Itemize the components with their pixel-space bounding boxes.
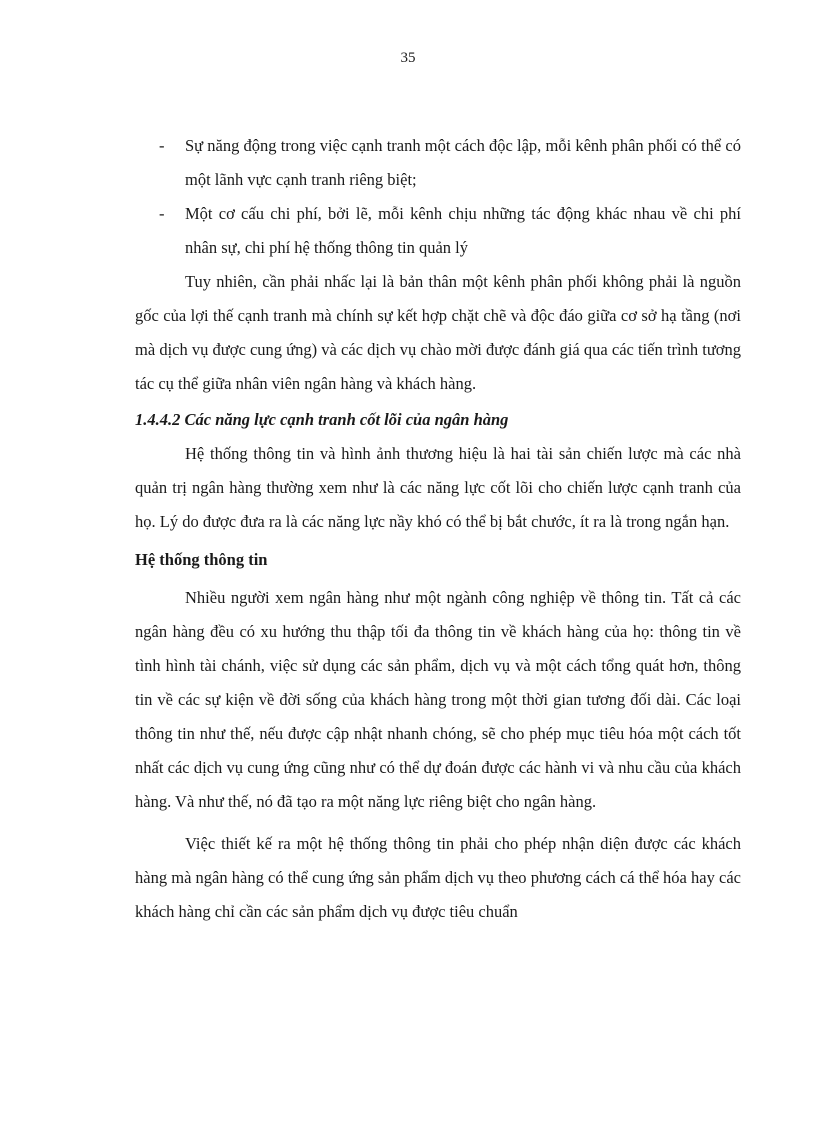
sub-heading: Hệ thống thông tin	[135, 550, 268, 569]
bullet-dash: -	[159, 204, 165, 223]
bullet-text: Một cơ cấu chi phí, bởi lẽ, mỗi kênh chịu những tác động khác nhau về chi phí nhân sự, chi phí hệ thống thông tin quản lý	[185, 204, 741, 257]
paragraph: Việc thiết kế ra một hệ thống thông tin phải cho phép nhận diện được các khách hàng mà ngân hàng có thể cung ứng sản phẩm dịch vụ theo phương cách cá thể hóa hay các khách hàng chỉ cần các sản phẩm dịch vụ được tiêu chuẩn	[135, 834, 741, 921]
bullet-item	[135, 197, 741, 265]
page-number: 35	[400, 50, 416, 66]
bullet-dash: -	[159, 136, 165, 155]
paragraph: Tuy nhiên, cần phải nhấc lại là bản thân một kênh phân phối không phải là nguồn gốc của lợi thế cạnh tranh mà chính sự kết hợp chặt chẽ và độc đáo giữa cơ sở hạ tầng (nơi mà dịch vụ được cung ứng) và các dịch vụ chào mời được đánh giá qua các tiến trình tương tác cụ thể giữa nhân viên ngân hàng và khách hàng.	[135, 272, 741, 393]
document-body	[135, 129, 741, 929]
bullet-text: Sự năng động trong việc cạnh tranh một cách độc lập, mỗi kênh phân phối có thể có một lãnh vực cạnh tranh riêng biệt;	[185, 136, 741, 189]
bullet-item	[135, 129, 741, 197]
section-heading: 1.4.4.2 Các năng lực cạnh tranh cốt lõi của ngân hàng	[135, 410, 509, 429]
paragraph: Hệ thống thông tin và hình ảnh thương hiệu là hai tài sản chiến lược mà các nhà quản trị ngân hàng thường xem như là các năng lực cốt lõi cho chiến lược cạnh tranh của họ. Lý do được đưa ra là các năng lực nầy khó có thể bị bắt chước, ít ra là trong ngắn hạn.	[135, 444, 741, 531]
paragraph: Nhiều người xem ngân hàng như một ngành công nghiệp về thông tin. Tất cả các ngân hàng đều có xu hướng thu thập tối đa thông tin về khách hàng của họ: thông tin về tình hình tài chánh, việc sử dụng các sản phẩm, dịch vụ và một cách tổng quát hơn, thông tin về các sự kiện về đời sống của khách hàng trong một thời gian tương đối dài. Các loại thông tin như thế, nếu được cập nhật nhanh chóng, sẽ cho phép mục tiêu hóa một cách tốt nhất các dịch vụ cung ứng cũng như có thể dự đoán được các hành vi và nhu cầu của khách hàng. Và như thế, nó đã tạo ra một năng lực riêng biệt cho ngân hàng.	[135, 588, 741, 811]
